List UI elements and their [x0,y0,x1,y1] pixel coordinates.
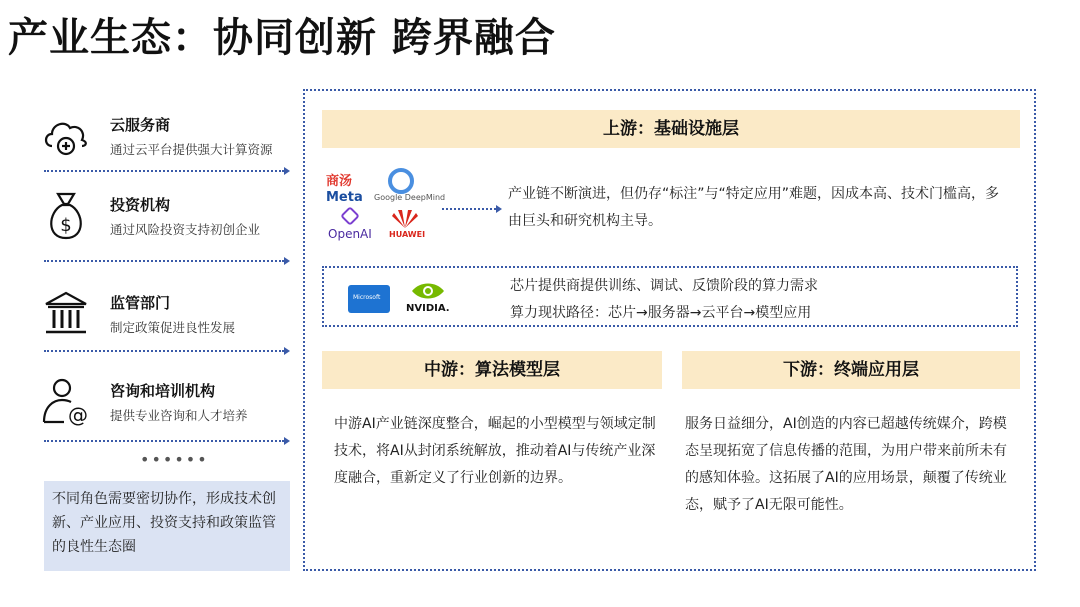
huawei-icon [390,208,420,228]
role-desc: 制定政策促进良性发展 [110,320,236,335]
midstream-header: 中游：算法模型层 [322,351,662,389]
deepmind-logo: Google DeepMind [374,193,446,202]
microsoft-cloud-logo: Microsoft [348,285,390,313]
flow-arrow [442,208,496,210]
meta-logo: Meta [326,190,363,205]
huawei-logo: HUAWEI [389,230,426,239]
role-name: 投资机构 [110,196,171,214]
role-consulting [40,376,295,436]
page-title: 产业生态：协同创新 跨界融合 [8,15,556,61]
summary-box: 不同角色需要密切协作，形成技术创新、产业应用、投资支持和政策监管的良性生态圈 [44,481,290,571]
downstream-text: 服务日益细分，AI创造的内容已超越传统媒介，跨模态呈现拓宽了信息传播的范围，为用户带来前所未有的感知体验。这拓展了AI的应用场景，颠覆了传统业态，赋予了AI无限可能性。 [685,416,1007,513]
role-desc: 通过云平台提供强大计算资源 [110,142,273,157]
person-at-icon [40,376,92,428]
upstream-header: 上游：基础设施层 [322,110,1020,148]
role-cloud-provider [40,110,295,170]
openai-logo: OpenAI [328,227,372,241]
money-bag-icon [40,190,92,242]
role-regulator [40,288,295,348]
separator-arrow [44,440,284,442]
government-building-icon [40,288,92,340]
chip-line-2: 算力现状路径：芯片→服务器→云平台→模型应用 [510,305,812,321]
nvidia-eye-icon [410,281,446,301]
sensetime-logo: 商汤 [326,174,353,189]
role-name: 监管部门 [110,294,171,312]
svg-text:$: $ [60,215,72,236]
cloud-plus-icon [40,110,92,162]
role-investor [40,190,295,250]
role-desc: 提供专业咨询和人才培养 [110,408,248,423]
deepmind-icon [388,168,414,194]
nvidia-logo: NVIDIA. [406,303,450,314]
upstream-text: 产业链不断演进，但仍存“标注”与“特定应用”难题，因成本高、技术门槛高，多由巨头和研究机构主导。 [508,186,1000,229]
chip-line-1: 芯片提供商提供训练、调试、反馈阶段的算力需求 [510,278,818,294]
separator-arrow [44,260,284,262]
separator-arrow [44,350,284,352]
downstream-header: 下游：终端应用层 [682,351,1020,389]
midstream-text: 中游AI产业链深度整合，崛起的小型模型与领域定制技术，将AI从封闭系统解放，推动着AI与传统产业深度融合，重新定义了行业创新的边界。 [334,416,656,486]
svg-text:@: @ [68,403,88,427]
ellipsis: •••••• [140,450,209,469]
separator-arrow [44,170,284,172]
role-desc: 通过风险投资支持初创企业 [110,222,261,237]
role-name: 云服务商 [110,116,171,134]
role-name: 咨询和培训机构 [110,382,216,400]
